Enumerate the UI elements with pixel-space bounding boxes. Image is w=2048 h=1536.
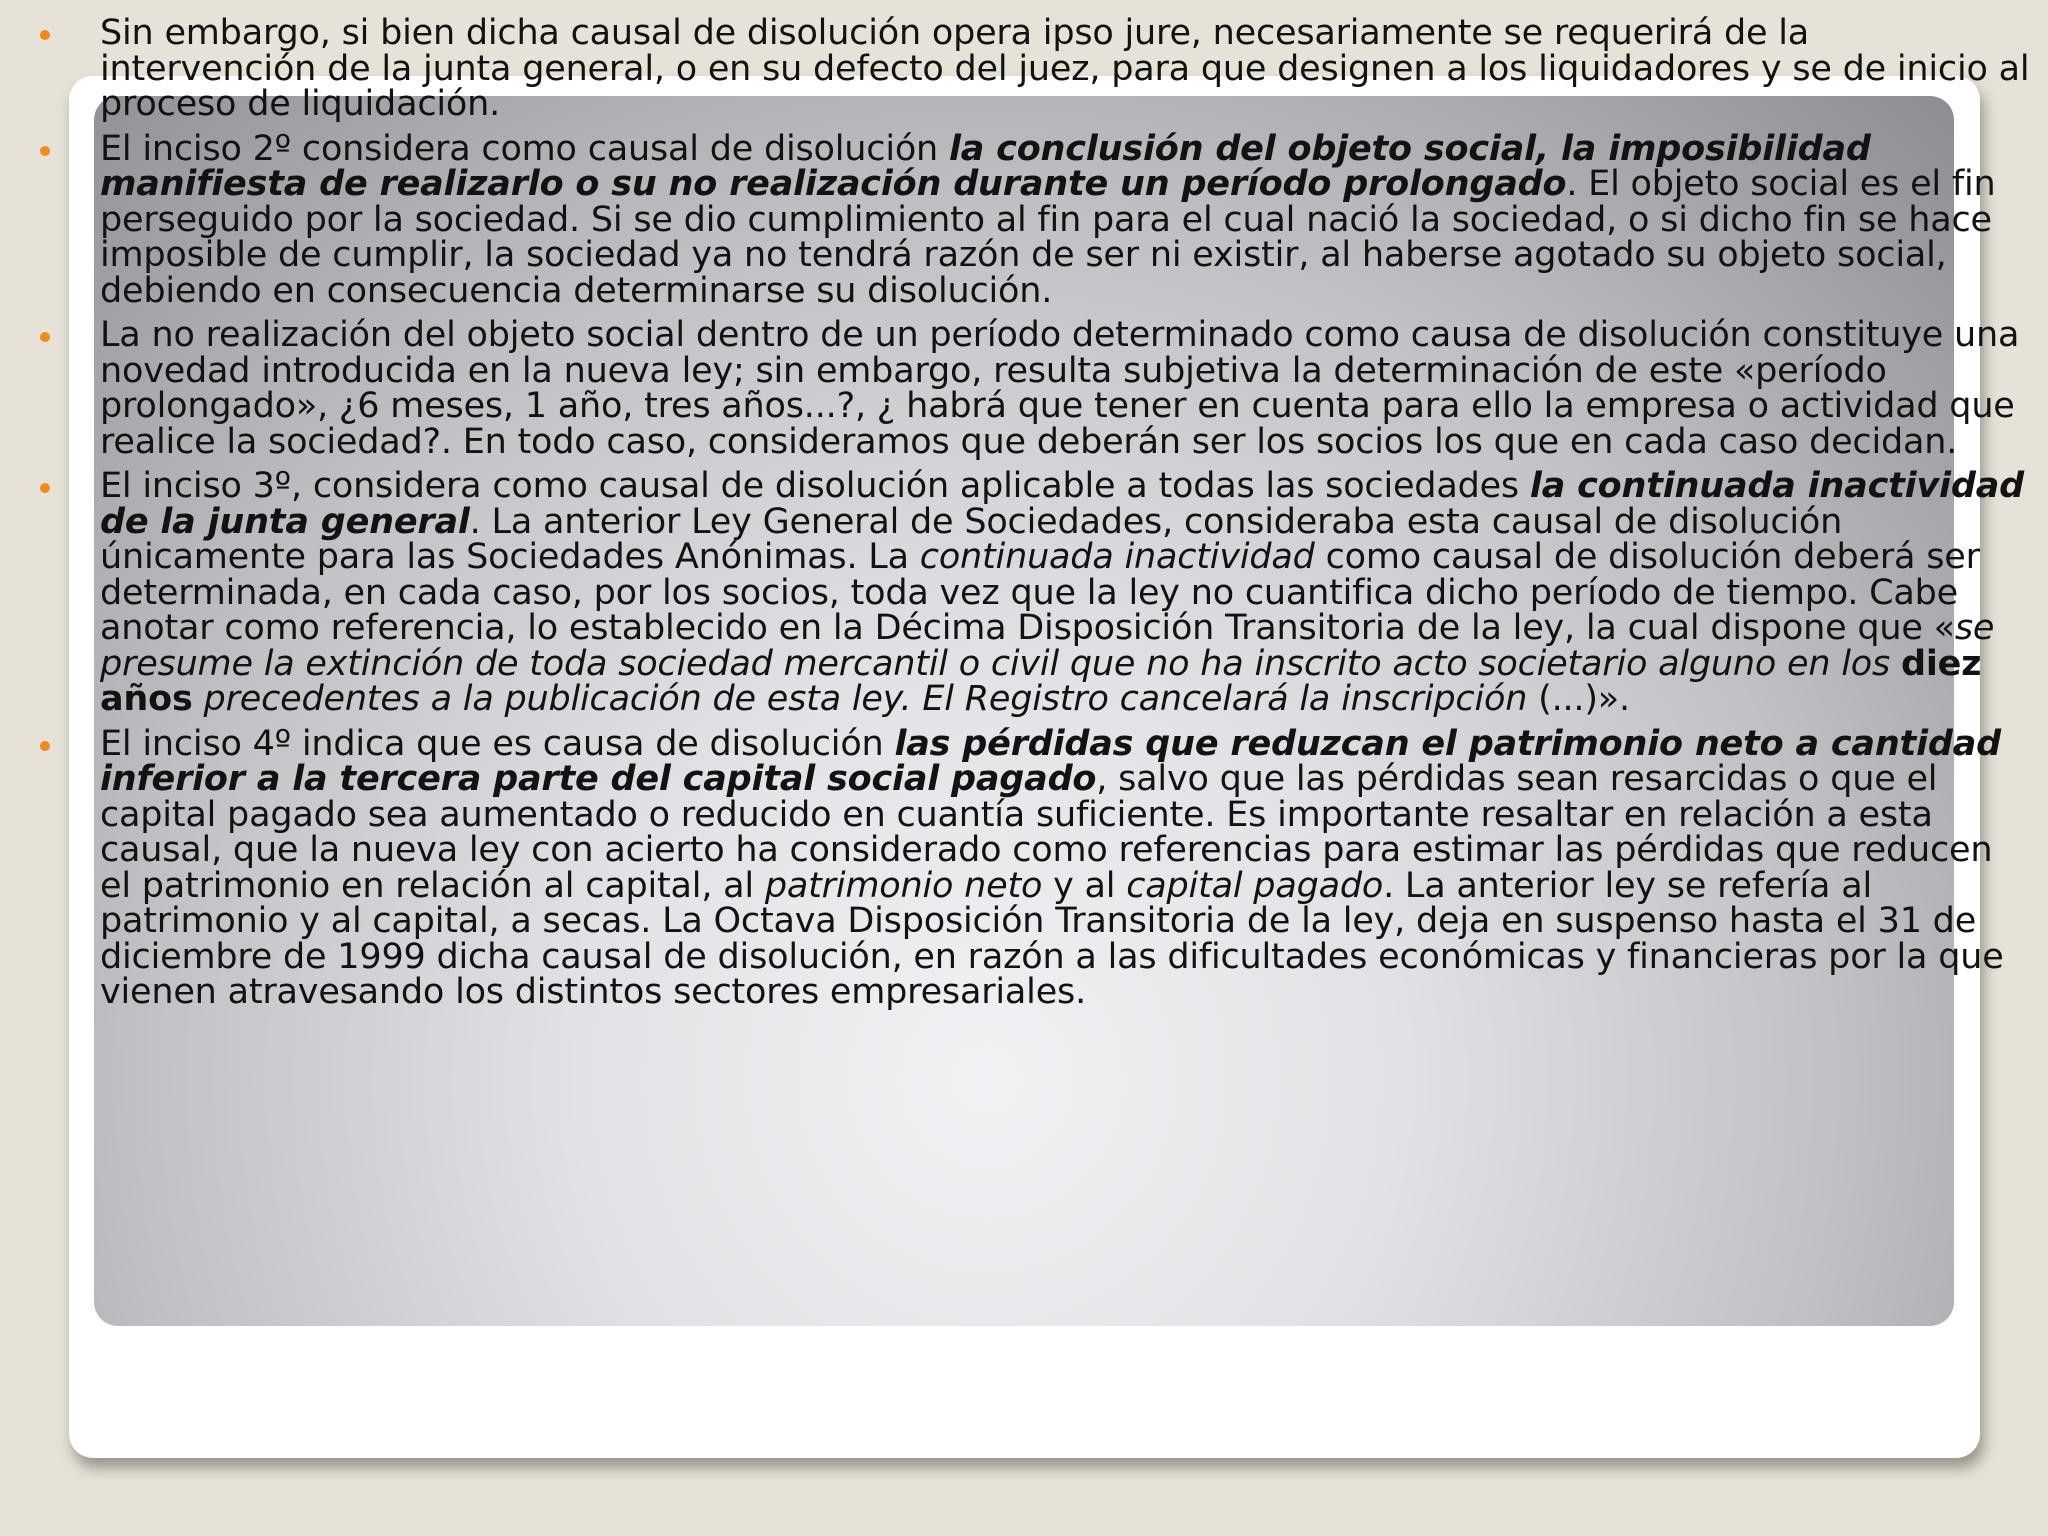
text-segment-bold: diez años (100, 643, 1982, 719)
text-segment: El inciso 4º indica que es causa de disolución (100, 723, 895, 764)
bullet-dot-icon (40, 146, 50, 156)
text-segment-bold-italic: la continuada inactividad de la junta general (100, 466, 2024, 542)
bullet-dot-icon (40, 332, 50, 342)
text-segment-italic: continuada inactividad (919, 537, 1315, 577)
text-segment: La no realización del objeto social dentro de un período determinado como causa de disolución constituye una novedad introducida en la nueva ley; sin embargo, resulta subjetiva la determinación de este «período prolongado», ¿6 meses, 1 año, tres años...?, ¿ habrá que tener en cuenta para ello la empresa o actividad que realice la sociedad?. En todo caso, consideramos que deberán ser los socios los que en cada caso decidan. (100, 315, 2020, 462)
text-segment: . La anterior ley se refería al patrimonio y al capital, a secas. La Octava Disposición Transitoria de la ley, deja en suspenso hasta el 31 de diciembre de 1999 dicha causal de disolución, en razón a las dificultades económicas y financieras por la que vienen atravesando los distintos sectores empresariales. (100, 865, 2004, 1012)
text-segment: y al (1042, 865, 1127, 906)
bullet-item (0, 466, 2030, 719)
bullet-item (0, 13, 2030, 124)
bullet-item (0, 315, 2030, 462)
text-segment: El inciso 2º considera como causal de disolución (100, 128, 949, 169)
text-segment-italic: capital pagado (1126, 865, 1384, 906)
text-segment: Sin embargo, si bien dicha causal de disolución opera ipso jure, necesariamente se requerirá de la intervención de la junta general, o en su defecto del juez, para que designen a los liquidadores y se de inicio al proceso de liquidación. (100, 13, 2030, 124)
text-segment: como causal de disolución deberá ser determinada, en cada caso, por los socios, toda vez que la ley no cuantifica dicho período de tiempo. Cabe anotar como referencia, lo establecido en la Décima Disposición Transitoria de la ley, la cual dispone que « (100, 537, 1980, 648)
bullet-dot-icon (40, 30, 50, 40)
text-segment-bold-italic: la conclusión del objeto social, la imposibilidad manifiesta de realizarlo o su no realización durante un período prolongado (100, 128, 1871, 204)
bullet-list (0, 13, 2030, 1020)
bullet-dot-icon (40, 741, 50, 751)
text-segment: . La anterior Ley General de Sociedades, consideraba esta causal de disolución únicamente para las Sociedades Anónimas. La (100, 501, 1843, 577)
text-segment-bold-italic: las pérdidas que reduzcan el patrimonio neto a cantidad inferior a la tercera parte del capital social pagado (100, 723, 2001, 799)
text-segment: (...)». (1527, 679, 1630, 719)
bullet-item (0, 128, 2030, 311)
text-segment: El inciso 3º, considera como causal de disolución aplicable a todas las sociedades (100, 466, 1530, 506)
text-segment: , salvo que las pérdidas sean resarcidas o que el capital pagado sea aumentado o reducido en cuantía suficiente. Es importante resaltar en relación a esta causal, que la nueva ley con acierto ha considerado como referencias para estimar las pérdidas que reducen el patrimonio en relación al capital, al (100, 759, 1993, 906)
text-segment-italic: precedentes a la publicación de esta ley. El Registro cancelará la inscripción (192, 679, 1528, 719)
bullet-item (0, 723, 2030, 1012)
bullet-dot-icon (40, 483, 50, 493)
text-segment: . El objeto social es el fin perseguido por la sociedad. Si se dio cumplimiento al fin para el cual nació la sociedad, o si dicho fin se hace imposible de cumplir, la sociedad ya no tendrá razón de ser ni existir, al haberse agotado su objeto social, debiendo en consecuencia determinarse su disolución. (100, 164, 1996, 311)
text-segment-italic: patrimonio neto (764, 865, 1043, 906)
text-segment-italic: se presume la extinción de toda sociedad mercantil o civil que no ha inscrito acto societario alguno en los (100, 608, 1995, 684)
